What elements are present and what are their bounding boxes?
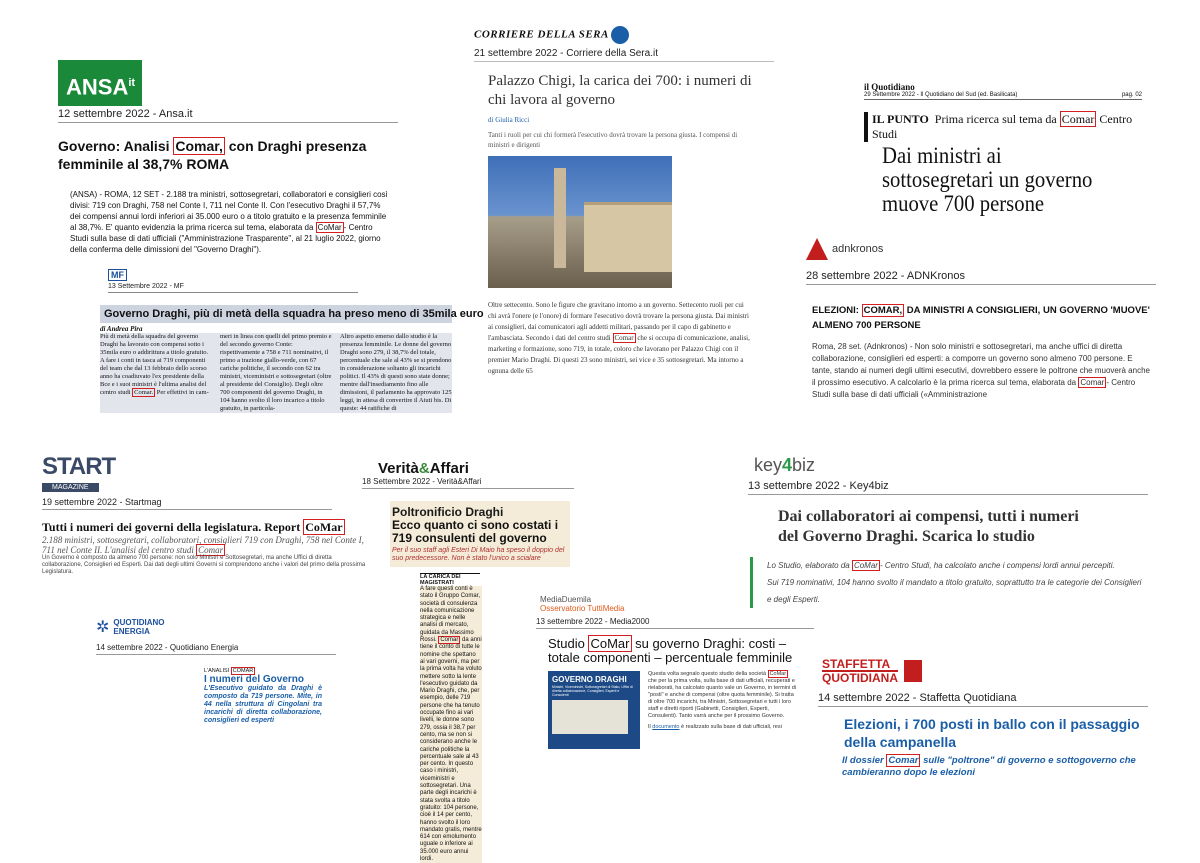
- qenergia-clip: [96, 617, 336, 767]
- quotidiano-sub: IL PUNTO Prima ricerca sul tema da Comar Centro Studi: [864, 112, 1154, 142]
- ansa-body: (ANSA) - ROMA, 12 SET - 2.188 tra ministri, sottosegretari, collaboratori e consiglieri così divisi: 719 con Draghi, 758 nel Conte I, 711 nel Conte II. Con l'esecutivo Draghi il 57,7% dei compensi annui lordi inferiori ai 35.000 euro o a titolo gratuito e la presenza femminile al 38,7%. E' quanto evidenzia la prima ricerca sul tema, elaborata da CoMar - Centro Studi sulla base di dati ufficiali ("Amministrazione Trasparente", al 21 luglio 2022, giorno della conferma delle dimissioni del "Governo Draghi").: [70, 190, 388, 254]
- qenergia-date: 14 settembre 2022 - Quotidiano Energia: [96, 643, 336, 655]
- corriere-lead: Tanti i ruoli per cui chi formerà l'esecutivo dovrà trovare la persona giusta. I compensi di ministri e dirigenti: [488, 131, 738, 149]
- mf-col-1: Più di metà della squadra del governo Draghi ha lavorato con compensi sotto i 35mila euro o addirittura a titolo gratuito. A fare i conti in tasca ai 719 componenti del team che dal 13 febbraio dello scorso anno ha coadiuvato l'ex presidente della Bce e i suoi ministri è l'ultima analisi del centro studi Comar. Per effettivi in cam-: [100, 333, 209, 396]
- ansa-clip: [58, 60, 438, 254]
- key4biz-logo: key4biz: [754, 455, 816, 475]
- staffetta-logo: STAFFETTA QUOTIDIANA: [818, 658, 1178, 684]
- mf-logo: MF: [108, 269, 127, 281]
- corriere-logo: CORRIERE DELLA SERA: [474, 20, 774, 44]
- adnkronos-logo: adnkronos: [806, 238, 1156, 260]
- media2000-logo: MediaDuemila Osservatorio TuttiMedia: [540, 595, 625, 613]
- media2000-body: Questa volta segnalo questo studio della società CoMar che per la prima volta, sulla base di dati ufficiali, recuperati e rielaborati, ha calcolato quanto vale un Governo, in termini di "posti" e anche di compensi (oltre quota femminile). Si tratta di oltre 700 incarichi, tra Ministri, Sottosegretari e tutti i loro staff e diretti riporti (Gabinetti, Consiglieri, Esperti, Consulenti). Tanto varrà anche per il prossimo Governo. Il documento è realizzato sulla base di dati ufficiali, resi: [648, 671, 796, 730]
- adnkronos-body: Roma, 28 set. (Adnkronos) - Non solo ministri e sottosegretari, ma anche uffici di diretta collaborazione, consiglieri ed esperti: a comporre un governo sono almeno 700 persone. E tante, stando ai numeri degli ultimi esecutivi, dovrebbero essere le poltrone che muoverà anche il prossimo esecutivo. A calcolarlo è la prima ricerca sul tema, elaborata da Comar - Centro Studi sulla base di dati ufficiali («Amministrazione: [812, 342, 1150, 399]
- media2000-cover: GOVERNO DRAGHI Ministri, Viceministri, Sottosegretari di Stato, Uffici di diretta collaborazione, Consiglieri, Esperti e Consulenti: [548, 671, 640, 749]
- quotidiano-logo: il Quotidiano: [864, 82, 915, 92]
- verita-logo: Verità&Affari: [378, 460, 469, 477]
- qenergia-title: I numeri del Governo: [204, 674, 305, 685]
- cover-image: [552, 700, 628, 734]
- corriere-title: Palazzo Chigi, la carica dei 700: i numeri di chi lavora al governo: [488, 73, 752, 108]
- mf-title: Governo Draghi, più di metà della squadra ha preso meno di 35mila euro: [100, 305, 452, 323]
- documento-link[interactable]: documento: [652, 724, 680, 730]
- quotidiano-clip: [864, 82, 1154, 216]
- startmag-title: Tutti i numeri dei governi della legislatura. Report CoMar: [42, 520, 343, 534]
- palazzo-facade: [584, 202, 672, 272]
- startmag-lead: 2.188 ministri, sottosegretari, collaboratori, consiglieri 719 con Draghi, 758 nel Conte I, 711 nel Conte II. L'analisi del centro studi Comar: [42, 535, 364, 555]
- staffetta-clip: [818, 658, 1178, 788]
- media2000-date: 13 settembre 2022 - Media2000: [536, 617, 814, 629]
- startmag-logo: START MAGAZINE: [42, 453, 116, 491]
- mf-col-2: meri in linea con quelli del primo premio e del secondo governo Conte: rispettivamente a 758 e 711 nominativi, il primo a trazione giallo-verde, con 67 cariche politiche, il secondo con 62 tra ministri, viceministri e sottosegretari (oltre al presidente del Consiglio). Degli oltre 700 componenti del governo Draghi, in 104 hanno svolto il loro incarico a titolo gratuito, in particola-: [220, 333, 332, 412]
- key4biz-body: Lo Studio, elaborato da CoMar - Centro Studi, ha calcolato anche i compensi lordi annui percepiti. Sui 719 nominativi, 104 hanno svolto il mandato a titolo gratuito, soprattutto tra le categorie dei Consiglieri e degli Esperti.: [750, 557, 1148, 608]
- media2000-clip: [536, 595, 816, 765]
- ansa-logo: $ANSA^{it}$: [58, 60, 142, 106]
- column-monument: [554, 168, 566, 268]
- mf-columns: [100, 333, 452, 413]
- adnkronos-title: ELEZIONI: COMAR, DA MINISTRI A CONSIGLIERI, UN GOVERNO 'MUOVE' ALMENO 700 PERSONE: [812, 305, 1150, 331]
- adnkronos-clip: [806, 238, 1156, 428]
- mf-author: di Andrea Pira: [100, 325, 143, 333]
- verita-section: LA CARICA DEI MAGISTRATI: [420, 573, 480, 586]
- qenergia-logo: ✲ QUOTIDIANO ENERGIA: [96, 618, 165, 636]
- corriere-logo-icon: [611, 26, 629, 44]
- startmag-clip: [42, 453, 372, 575]
- qenergia-tag: L'ANALISI COMAR: [204, 668, 254, 674]
- corriere-date: 21 settembre 2022 - Corriere della Sera.it: [474, 48, 774, 62]
- startmag-date: 19 settembre 2022 - Startmag: [42, 497, 332, 510]
- qenergia-body: L'Esecutivo guidato da Draghi è composto da 719 persone. Mite, in 44 nella struttura di Cingolani tra incarichi di diretta collaborazione, consiglieri ed esperti: [204, 685, 322, 724]
- staffetta-date: 14 settembre 2022 - Staffetta Quotidiana: [818, 692, 1148, 707]
- staffetta-title: Elezioni, i 700 posti in ballo con il passaggio della campanella: [844, 716, 1140, 750]
- key4biz-clip: [748, 455, 1148, 605]
- staffetta-icon: [904, 660, 922, 682]
- adnkronos-icon: [806, 238, 828, 260]
- corriere-clip: [474, 20, 774, 375]
- startmag-body: Un Governo è composto da almeno 700 persone: non solo Ministri e Sottosegretari, ma anche Uffici di diretta collaborazione, Consiglieri ed Esperti. Dai dati degli ultimi Governi si comprendono anche i valori del primo della prossima Legislatura.: [42, 555, 366, 575]
- staffetta-sub: Il dossier Comar sulle "poltrone" di governo e sottogoverno che cambieranno dopo le elezioni: [842, 755, 1136, 778]
- quotidiano-header: 29 Settembre 2022 - Il Quotidiano del Sud (ed. Basilicata) pag. 02: [864, 92, 1142, 98]
- mf-clip: [100, 265, 484, 412]
- mf-col-3: Altro aspetto emerso dallo studio è la presenza femminile. Le donne del governo Draghi sono 279, il 38,7% del totale, percentuale che sale al 43% se si prendono in considerazione soltanto gli incarichi politici. Il 43% di questi sono state donne; mentre dall'insediamento fino alle dimissioni, il parlamento ha approvato 125 leggi, in attesa di convertire il Aiuti bis. Di queste: 44 ratifiche di: [340, 333, 452, 412]
- mf-date: 13 Settembre 2022 - MF: [108, 283, 358, 293]
- media2000-content: [536, 671, 816, 749]
- verita-date: 18 Settembre 2022 - Verità&Affari: [362, 477, 574, 489]
- key4biz-title: Dai collaboratori ai compensi, tutti i numeri del Governo Draghi. Scarica lo studio: [778, 508, 1079, 545]
- verita-body: A fare questi conti è stato il Gruppo Comar, società di consulenza nella comunicazione strategica e nelle analisi di mercato, guidata da Massimo Rossi. Comar da anni tiene il conto di tutte le nomine che spettano ai vari governi, ma per la prima volta ha voluto mettere sotto la lente l'esecutivo guidato da Mario Draghi, che, per esempio, delle 719 persone che ha tenuto occupate fino ai vari livelli, le donne sono 279, ossia il 38,7 per cento, ma se non si considerano anche le cariche politiche la percentuale sale al 43 per cento. In questo caso i ministri, viceministri e sottosegretari. Una parte degli incarichi è stata svolta a titolo gratuito: 104 persone, cioè il 14 per cento, hanno svolto il loro mandato gratis, mentre 614 con emolumento uguale o inferiore ai 35.000 euro annui lordi.: [420, 586, 482, 862]
- ansa-date: 12 settembre 2022 - Ansa.it: [58, 108, 398, 123]
- adnkronos-date: 28 settembre 2022 - ADNKronos: [806, 270, 1156, 285]
- verita-headline: Poltronificio Draghi Ecco quanto ci sono costati i 719 consulenti del governo Per il suo staff agli Esteri Di Maio ha speso il doppio del suo predecessore. Non è stato l'unico a scialare: [390, 501, 570, 567]
- ansa-title: Governo: Analisi Comar, con Draghi presenza femminile al 38,7% ROMA: [58, 138, 367, 172]
- corriere-author: di Giulia Ricci: [488, 116, 530, 124]
- quotidiano-title: Dai ministri ai sottosegretari un governo muove 700 persone: [882, 143, 1093, 216]
- corriere-body: Oltre settecento. Sono le figure che gravitano intorno a un governo. Settecento ruoli per cui chi avrà l'onere (e l'onore) di formare l'esecutivo dovrà trovare la persona giusta. Dai ministri ai consiglieri, dai comunicatori agli addetti militari, passando per il capo di gabinetto e l'ambasciata. Secondo i dati del centro studi Comar che si occupa di comunicazione, analisi, marketing e formazione, sono 719, in totale, coloro che lavorano per Palazzo Chigi con il premier Mario Draghi. Di questi 23 sono ministri, sei vice e 35 sottosegretari. Ma intorno a ognuna delle 65: [488, 301, 750, 375]
- qenergia-icon: ✲: [96, 619, 110, 636]
- media2000-title: Studio CoMar su governo Draghi: costi – totale componenti – percentuale femminile: [548, 636, 793, 665]
- key4biz-date: 13 settembre 2022 - Key4biz: [748, 480, 1148, 495]
- corriere-photo: [488, 156, 672, 288]
